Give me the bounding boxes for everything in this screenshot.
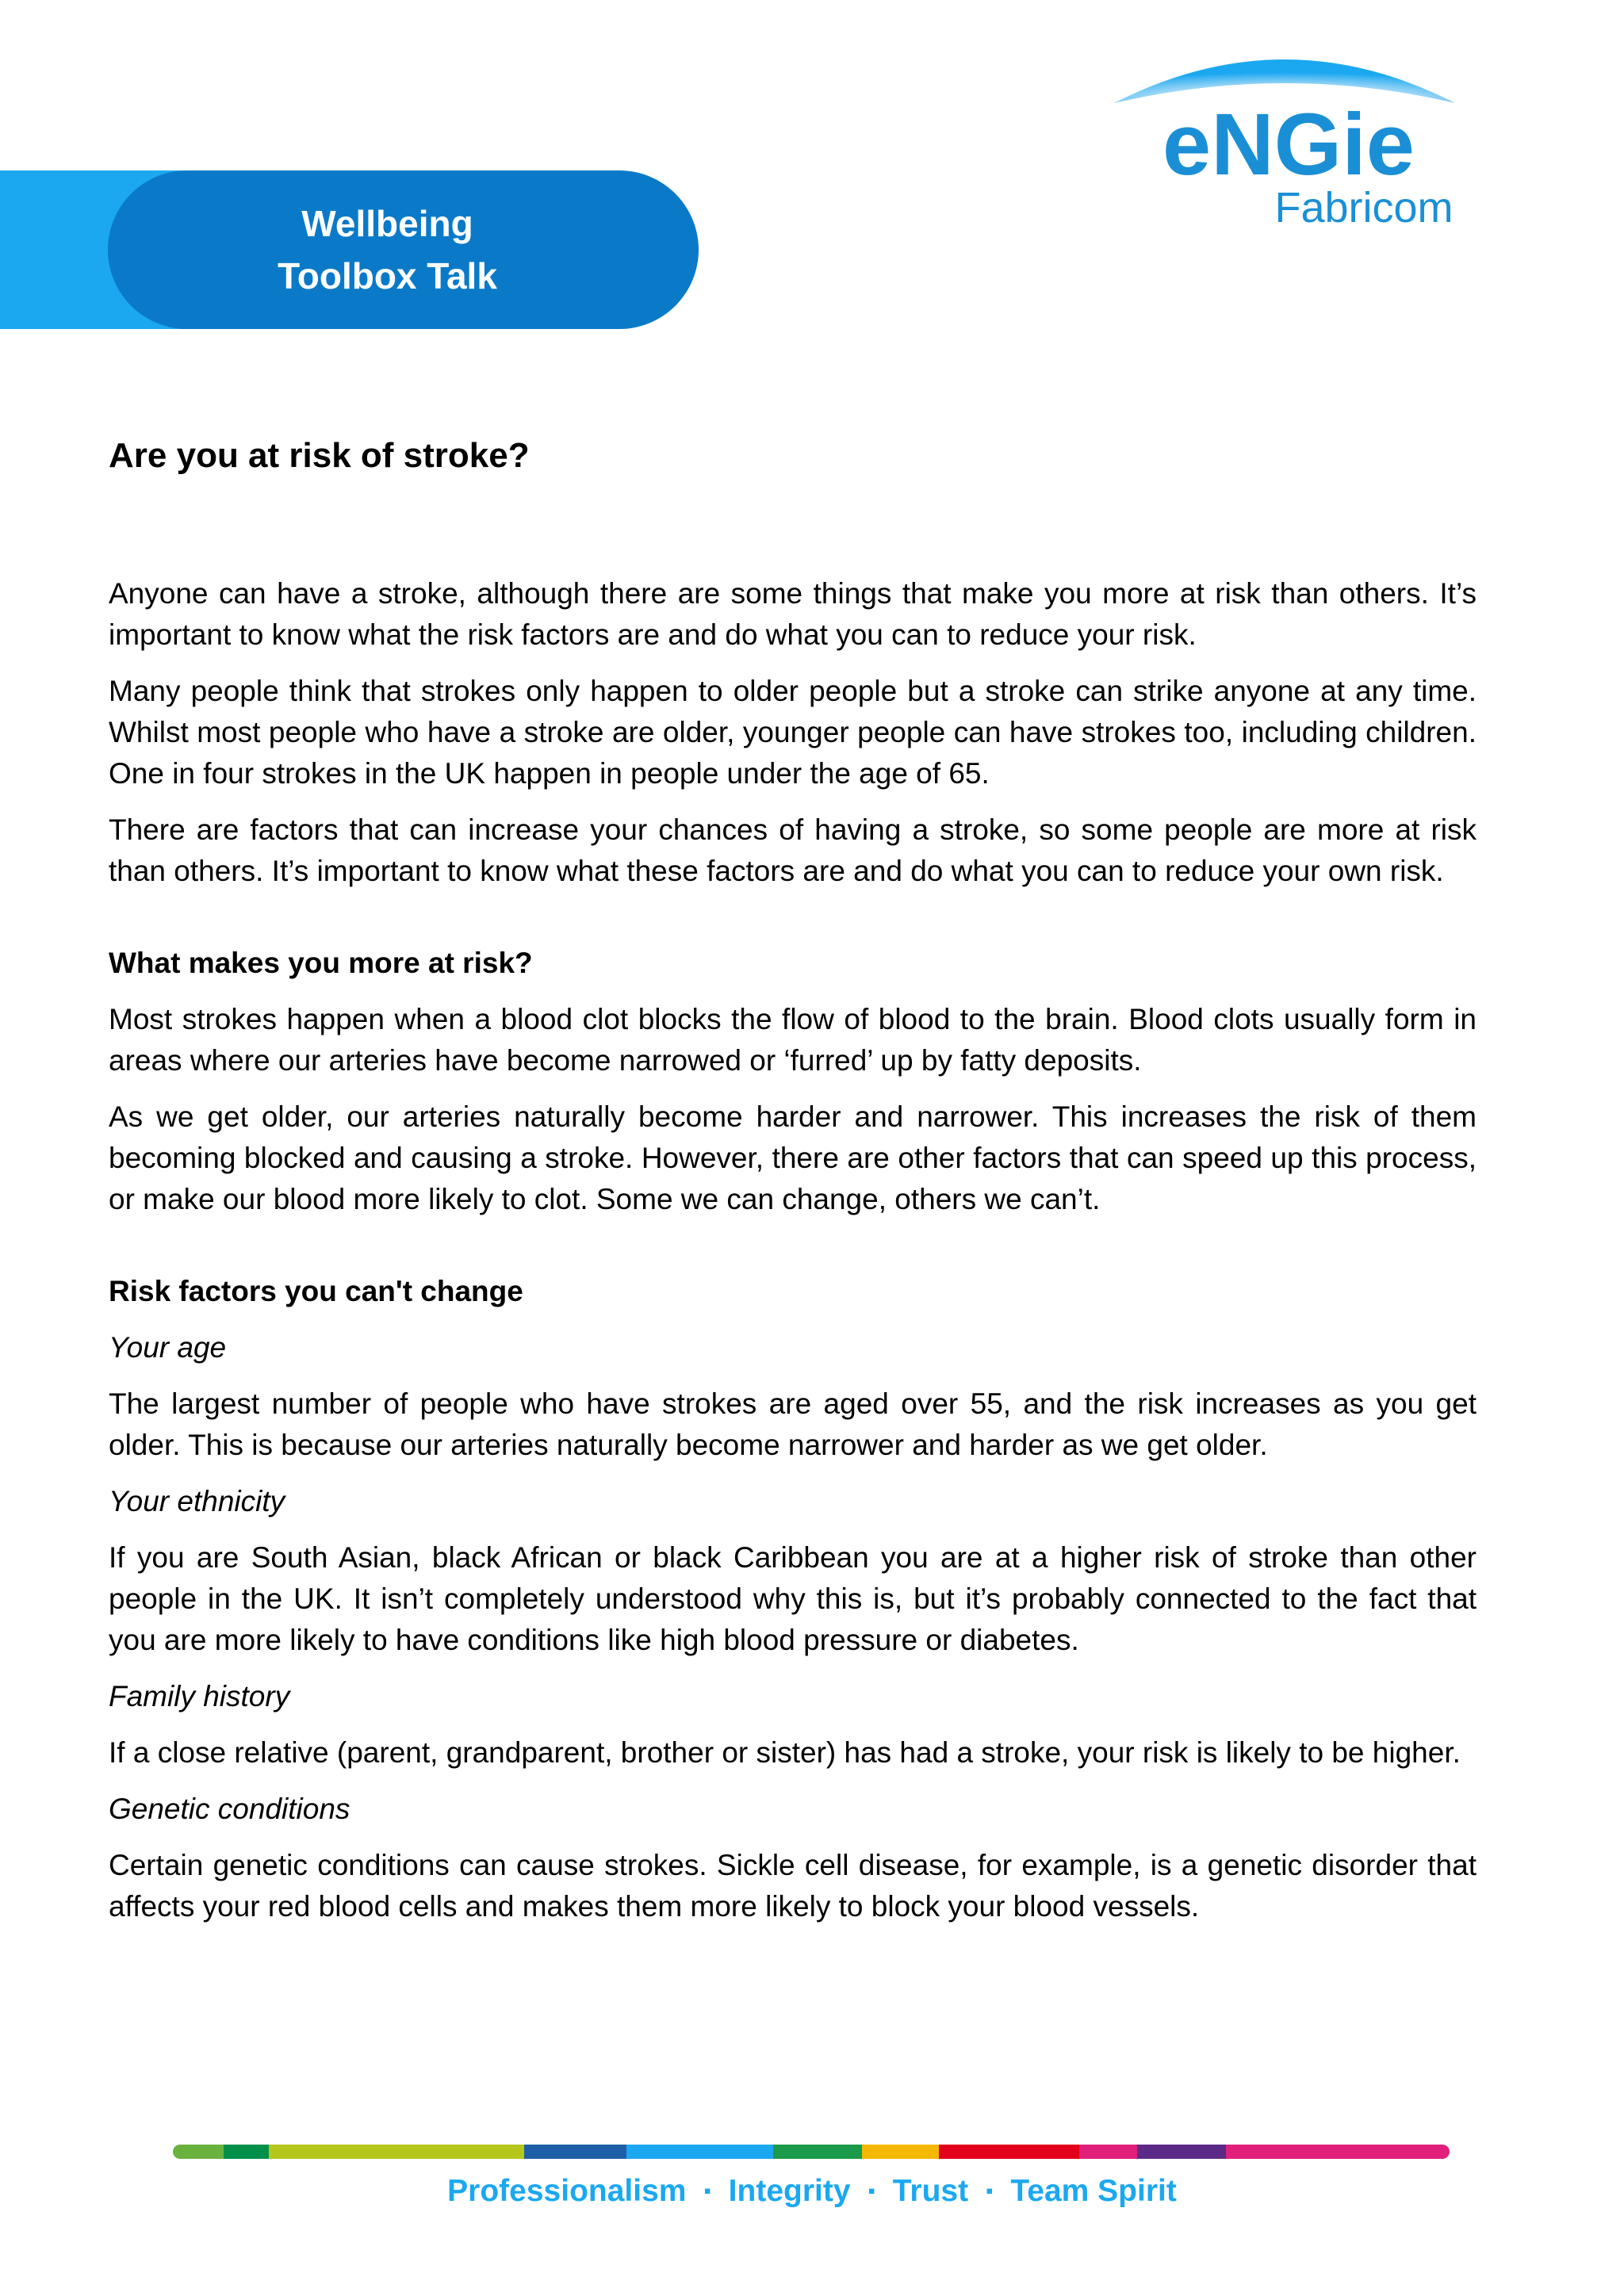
footer-bar-segment: [524, 2145, 626, 2159]
risk-paragraph: Most strokes happen when a blood clot blocks the flow of blood to the brain. Blood clots usually form in areas where our arteries have become narrowed or ‘furred’ up by fatty deposits.: [109, 1003, 1477, 1077]
ethnicity-paragraph: If you are South Asian, black African or black Caribbean you are at a higher risk of stroke than other people in the UK. It isn’t completely understood why this is, but it’s probably connected to the fact that you are more likely to have conditions like high blood pressure or diabetes.: [109, 1541, 1477, 1656]
footer-bar-segment: [1137, 2145, 1227, 2159]
separator-icon: ▪: [868, 2179, 875, 2202]
logo-main-text: eNGie: [1162, 96, 1415, 193]
intro-section: [109, 573, 1477, 892]
value-professionalism: Professionalism: [447, 2174, 687, 2208]
banner-line-2: Toolbox Talk: [278, 255, 497, 297]
value-integrity: Integrity: [728, 2174, 851, 2208]
footer-bar-segment: [1079, 2145, 1136, 2159]
footer-bar-segment: [626, 2145, 773, 2159]
footer-bar-segment: [1226, 2145, 1450, 2159]
footer-bar-segment: [224, 2145, 268, 2159]
risk-paragraph: As we get older, our arteries naturally become harder and narrower. This increases the risk of them becoming blocked and causing a stroke. However, there are other factors that can speed up this process, or make our blood more likely to clot. Some we can change, others we can’t.: [109, 1100, 1477, 1215]
intro-paragraph: There are factors that can increase your chances of having a stroke, so some people are more at risk than others. It’s important to know what these factors are and do what you can to reduce your own risk.: [109, 813, 1477, 887]
page-title: Are you at risk of stroke?: [109, 436, 530, 475]
intro-paragraph: Anyone can have a stroke, although there are some things that make you more at risk than others. It’s important to know what the risk factors are and do what you can to reduce your risk.: [109, 577, 1477, 651]
engie-fabricom-logo: [1098, 32, 1471, 238]
footer-color-bar: [173, 2145, 1450, 2159]
subheading-family-history: Family history: [109, 1680, 290, 1712]
subheading-age: Your age: [109, 1331, 227, 1364]
footer-bar-segment: [939, 2145, 1079, 2159]
footer-bar-segment: [173, 2145, 224, 2159]
section-heading-risk: What makes you more at risk?: [109, 947, 533, 979]
subheading-ethnicity: Your ethnicity: [109, 1485, 285, 1517]
company-values: [0, 2168, 1624, 2214]
footer-bar-segment: [773, 2145, 863, 2159]
genetic-conditions-paragraph: Certain genetic conditions can cause strokes. Sickle cell disease, for example, is a genetic disorder that affects your red blood cells and makes them more likely to block your blood vessels.: [109, 1849, 1477, 1923]
logo-sub-text: Fabricom: [1274, 184, 1454, 232]
document-body: [109, 420, 1477, 1942]
separator-icon: ▪: [986, 2179, 994, 2202]
age-paragraph: The largest number of people who have strokes are aged over 55, and the risk increases as you get older. This is because our arteries naturally become narrower and harder as we get older.: [109, 1387, 1477, 1461]
banner-line-1: Wellbeing: [301, 203, 473, 244]
family-history-paragraph: If a close relative (parent, grandparent, brother or sister) has had a stroke, your risk is likely to be higher.: [109, 1736, 1461, 1769]
footer-bar-segment: [396, 2145, 524, 2159]
value-team-spirit: Team Spirit: [1010, 2174, 1177, 2208]
section-heading-cant-change: Risk factors you can't change: [109, 1275, 523, 1307]
wellbeing-banner: [108, 170, 699, 329]
intro-paragraph: Many people think that strokes only happen to older people but a stroke can strike anyone at any time. Whilst most people who have a stroke are older, younger people can have strokes too, including children. One in four strokes in the UK happen in people under the age of 65.: [109, 675, 1477, 790]
footer-bar-segment: [269, 2145, 396, 2159]
subheading-genetic-conditions: Genetic conditions: [109, 1793, 350, 1825]
footer-bar-segment: [862, 2145, 939, 2159]
separator-icon: ▪: [703, 2179, 711, 2202]
value-trust: Trust: [892, 2174, 969, 2208]
